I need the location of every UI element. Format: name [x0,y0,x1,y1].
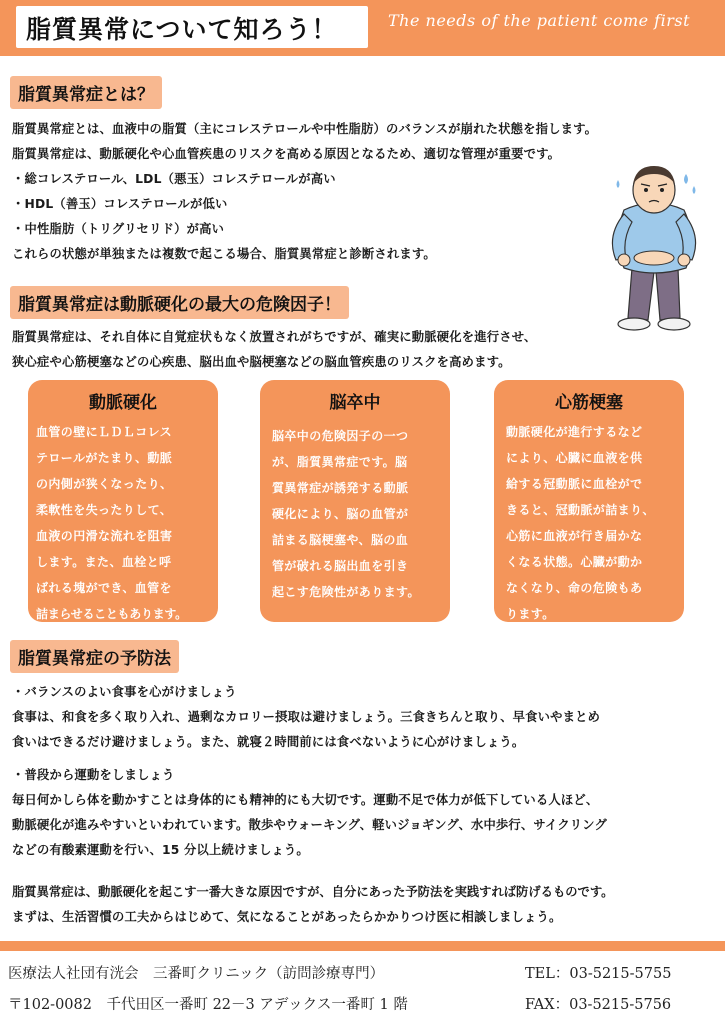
text-line: 脂質異常症は、それ自体に自覚症状もなく放置されがちですが、確実に動脈硬化を進行させ、 [12,330,537,344]
card-line: の内側が狭くなったり、 [36,477,173,491]
card-title: 心筋梗塞 [555,393,623,413]
card-line: 心筋に血液が行き届かな [506,529,643,543]
card-line: により、心臓に血液を供 [506,451,643,465]
section-heading-what-is: 脂質異常症とは？ [10,76,162,109]
text-line: などの有酸素運動を行い、15 分以上続けましょう。 [12,843,309,857]
text-line: 脂質異常症とは、血液中の脂質（主にコレステロールや中性脂肪）のバランスが崩れた状態を指します。 [12,122,598,136]
tagline: The needs of the patient come first [388,11,691,30]
section-heading-prevention: 脂質異常症の予防法 [10,640,179,673]
closing-paragraph [12,880,613,930]
section-heading-risk-factor: 脂質異常症は動脈硬化の最大の危険因子！ [10,286,349,319]
bullet-item: ・バランスのよい食事を心がけましょう [12,685,237,699]
card-line: きると、冠動脈が詰まり、 [506,503,655,517]
bullet-item: ・総コレステロール、LDL（悪玉）コレステロールが高い [12,172,336,186]
card-line: します。また、血栓と呼 [36,555,172,569]
card-title: 動脈硬化 [89,393,157,413]
card-line: 詰まらせることもあります。 [36,607,187,621]
card-line: 血管の壁にＬＤＬコレス [36,425,173,439]
bullet-item: ・普段から運動をしましょう [12,768,175,782]
text-line: 狭心症や心筋梗塞などの心疾患、脳出血や脳梗塞などの脳血管疾患のリスクを高めます。 [12,355,511,369]
fax-number: FAX：03-5215-5756 [525,997,672,1013]
page-title: 脂質異常について知ろう！ [26,15,338,44]
card-line: 起こす危険性があります。 [272,585,420,599]
card-line: 硬化により、脳の血管が [272,507,409,521]
card-line: 血液の円滑な流れを阻害 [36,529,173,543]
card-line: ばれる塊ができ、血管を [36,581,172,595]
card-stroke [260,380,450,622]
card-myocardial-infarction [494,380,684,622]
section1-body [12,117,597,267]
clinic-name: 医療法人社団有洸会 三番町クリニック（訪問診療専門） [8,966,385,982]
text-line: 脂質異常症は、動脈硬化や心血管疾患のリスクを高める原因となるため、適切な管理が重要です。 [12,147,561,161]
card-line: テロールがたまり、動脈 [36,451,173,465]
prevention-exercise [12,763,607,863]
text-line: 食事は、和食を多く取り入れ、過剰なカロリー摂取は避けましょう。三食きちんと取り、早食いやまとめ [12,710,601,724]
card-body [494,419,684,627]
card-line: 管が破れる脳出血を引き [272,559,409,573]
card-line: くなる状態。心臓が動か [506,555,643,569]
clinic-address: 〒102-0082 千代田区一番町 22－3 アデックス一番町 1 階 [8,997,408,1013]
text-line: 食いはできるだけ避けましょう。また、就寝２時間前には食べないように心がけましょう。 [12,735,525,749]
worried-man-illustration [598,160,710,338]
text-line: 毎日何かしら体を動かすことは身体的にも精神的にも大切です。運動不足で体力が低下している人ほど、 [12,793,599,807]
card-body [28,419,218,627]
card-line: 詰まる脳梗塞や、脳の血 [272,533,409,547]
bullet-item: ・HDL（善玉）コレステロールが低い [12,197,228,211]
section2-body [12,325,536,375]
card-line: 質異常症が誘発する動脈 [272,481,409,495]
tel-number: TEL：03-5215-5755 [525,966,672,982]
bullet-item: ・中性脂肪（トリグリセリド）が高い [12,222,225,236]
card-line: 給する冠動脈に血栓がで [506,477,643,491]
footer-rule [0,941,725,951]
card-line: 動脈硬化が進行するなど [506,425,643,439]
text-line: 脂質異常症は、動脈硬化を起こす一番大きな原因ですが、自分にあった予防法を実践すれば防げるものです。 [12,885,614,899]
card-line: 柔軟性を失ったりして、 [36,503,173,517]
card-line: なくなり、命の危険もあ [506,581,643,595]
text-line: まずは、生活習慣の工夫からはじめて、気になることがあったらかかりつけ医に相談しましょう。 [12,910,562,924]
prevention-diet [12,680,600,755]
text-line: これらの状態が単独または複数で起こる場合、脂質異常症と診断されます。 [12,247,436,261]
text-line: 動脈硬化が進みやすいといわれています。散歩やウォーキング、軽いジョギング、水中歩行、サイクリング [12,818,608,832]
card-line: が、脂質異常症です。脳 [272,455,408,469]
card-line: ります。 [506,607,555,621]
card-line: 脳卒中の危険因子の一つ [272,429,409,443]
card-arteriosclerosis [28,380,218,622]
card-title: 脳卒中 [329,393,381,413]
card-body [260,423,450,605]
